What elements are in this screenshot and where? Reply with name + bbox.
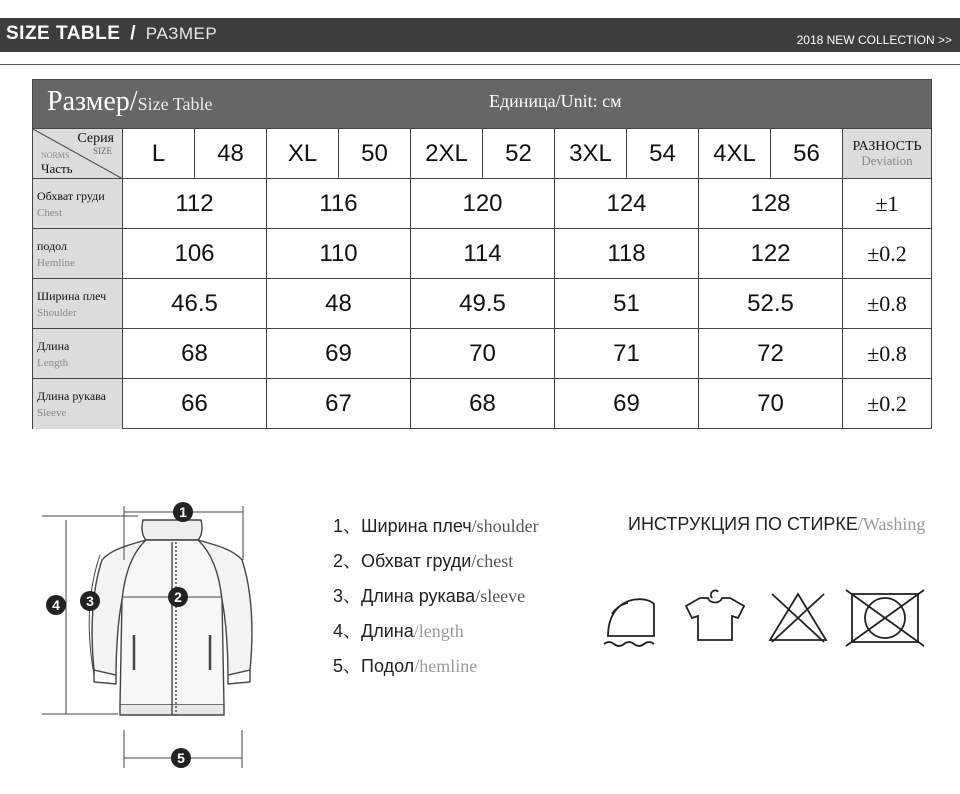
deviation-value: ±0.8: [867, 340, 907, 366]
header-separator: /: [130, 23, 136, 44]
corner-part: Часть: [41, 161, 73, 176]
row-label: [33, 279, 123, 328]
marker-4-label: 4: [52, 597, 60, 613]
measurement-value: 71: [555, 329, 699, 378]
collection-link[interactable]: 2018 NEW COLLECTION >>: [796, 33, 952, 47]
measurement-value: 106: [123, 229, 267, 278]
table-title-en: Size Table: [137, 94, 213, 114]
corner-series: Серия: [77, 131, 114, 146]
legend-en: /hemline: [414, 656, 478, 676]
deviation-value: ±0.2: [867, 391, 907, 416]
size-table: [32, 79, 932, 429]
do-not-tumble-dry-icon: [846, 590, 924, 646]
measurement-value: 46.5: [123, 279, 267, 328]
row-label: [33, 379, 123, 429]
size-letter: 4XL: [699, 129, 771, 178]
iron-icon: [604, 599, 654, 646]
header-bar: [0, 18, 960, 52]
washing-title: [628, 514, 925, 535]
washing-title-ru: ИНСТРУКЦИЯ ПО СТИРКЕ: [628, 514, 858, 534]
corner-norms: NORMS: [41, 151, 70, 160]
size-letter: XL: [267, 129, 339, 178]
legend-num: 5、: [333, 656, 362, 676]
measurement-value: 66: [123, 379, 267, 429]
legend-ru: Длина рукава: [361, 586, 476, 606]
hang-dry-icon: [686, 590, 744, 640]
measurement-value: 128: [699, 179, 843, 228]
size-row: [33, 129, 931, 179]
row-label-ru: Длина: [37, 338, 70, 353]
table-unit: Единица/Unit: см: [489, 91, 622, 111]
measurement-legend: [333, 512, 539, 687]
legend-num: 2、: [333, 551, 362, 571]
do-not-bleach-icon: [770, 594, 826, 642]
legend-item: [333, 582, 539, 617]
row-label-en: Chest: [37, 206, 63, 219]
measurement-value: 112: [123, 179, 267, 228]
row-label: [33, 179, 123, 228]
measurement-value: 120: [411, 179, 555, 228]
size-letter: L: [123, 129, 195, 178]
row-label: [33, 229, 123, 278]
washing-title-en: /Washing: [857, 514, 926, 534]
measurement-value: 69: [555, 379, 699, 429]
size-number: 50: [339, 129, 411, 178]
legend-ru: Длина: [361, 621, 414, 641]
row-label-ru: подол: [37, 238, 68, 253]
row-label-ru: Обхват груди: [37, 188, 105, 203]
deviation-value: ±0.2: [867, 240, 907, 266]
measurement-value: 69: [267, 329, 411, 378]
table-row: [33, 329, 931, 379]
row-label-ru: Длина рукава: [37, 389, 106, 403]
size-letter: 2XL: [411, 129, 483, 178]
jacket-diagram: [38, 500, 293, 775]
deviation-header: [843, 129, 931, 178]
deviation-ru: РАЗНОСТЬ: [852, 138, 922, 154]
header-title-ru: РАЗМЕР: [145, 24, 218, 43]
table-row: [33, 379, 931, 429]
measurement-value: 124: [555, 179, 699, 228]
size-letter: 3XL: [555, 129, 627, 178]
measurement-value: 72: [699, 329, 843, 378]
row-label-ru: Ширина плеч: [37, 288, 107, 303]
legend-en: /length: [413, 621, 464, 641]
legend-ru: Обхват груди: [361, 551, 472, 571]
measurement-value: 122: [699, 229, 843, 278]
measurement-value: 114: [411, 229, 555, 278]
row-label: [33, 329, 123, 378]
deviation-value: ±1: [875, 190, 899, 216]
row-label-en: Hemline: [37, 256, 75, 269]
legend-item: [333, 652, 539, 687]
legend-en: /shoulder: [471, 516, 539, 536]
size-number: 54: [627, 129, 699, 178]
marker-3-label: 3: [86, 593, 94, 609]
measurement-value: 48: [267, 279, 411, 328]
legend-num: 4、: [333, 621, 362, 641]
size-number: 48: [195, 129, 267, 178]
measurement-value: 68: [411, 379, 555, 429]
size-number: 52: [483, 129, 555, 178]
legend-en: /sleeve: [475, 586, 526, 606]
header-title-en: SIZE TABLE: [6, 23, 121, 44]
measurement-value: 49.5: [411, 279, 555, 328]
table-title: [47, 86, 212, 118]
corner-size: SIZE: [93, 146, 112, 156]
table-row: [33, 229, 931, 279]
measurement-value: 52.5: [699, 279, 843, 328]
row-label-en: Sleeve: [37, 407, 67, 419]
washing-icons: [602, 588, 932, 650]
measurement-value: 67: [267, 379, 411, 429]
table-row: [33, 179, 931, 229]
measurement-value: 70: [699, 379, 843, 429]
measurement-value: 70: [411, 329, 555, 378]
legend-item: [333, 547, 539, 582]
deviation-value: ±0.8: [867, 290, 907, 316]
measurement-value: 116: [267, 179, 411, 228]
row-label-en: Shoulder: [37, 306, 77, 319]
table-title-ru: Размер/: [47, 86, 138, 117]
row-label-en: Length: [37, 356, 69, 369]
legend-item: [333, 617, 539, 652]
header-title: [6, 23, 217, 45]
divider: [0, 64, 960, 65]
deviation-en: Deviation: [861, 152, 913, 168]
measurement-value: 110: [267, 229, 411, 278]
marker-2-label: 2: [174, 589, 182, 605]
legend-num: 3、: [333, 586, 362, 606]
table-header: [33, 80, 931, 129]
legend-num: 1、: [333, 516, 362, 536]
legend-item: [333, 512, 539, 547]
legend-ru: Подол: [361, 656, 415, 676]
measurement-value: 118: [555, 229, 699, 278]
marker-1-label: 1: [179, 504, 187, 520]
legend-ru: Ширина плеч: [361, 516, 472, 536]
corner-cell: [33, 129, 123, 178]
table-row: [33, 279, 931, 329]
legend-en: /chest: [471, 551, 514, 571]
marker-5-label: 5: [177, 750, 185, 766]
measurement-value: 68: [123, 329, 267, 378]
measurement-value: 51: [555, 279, 699, 328]
size-number: 56: [771, 129, 843, 178]
